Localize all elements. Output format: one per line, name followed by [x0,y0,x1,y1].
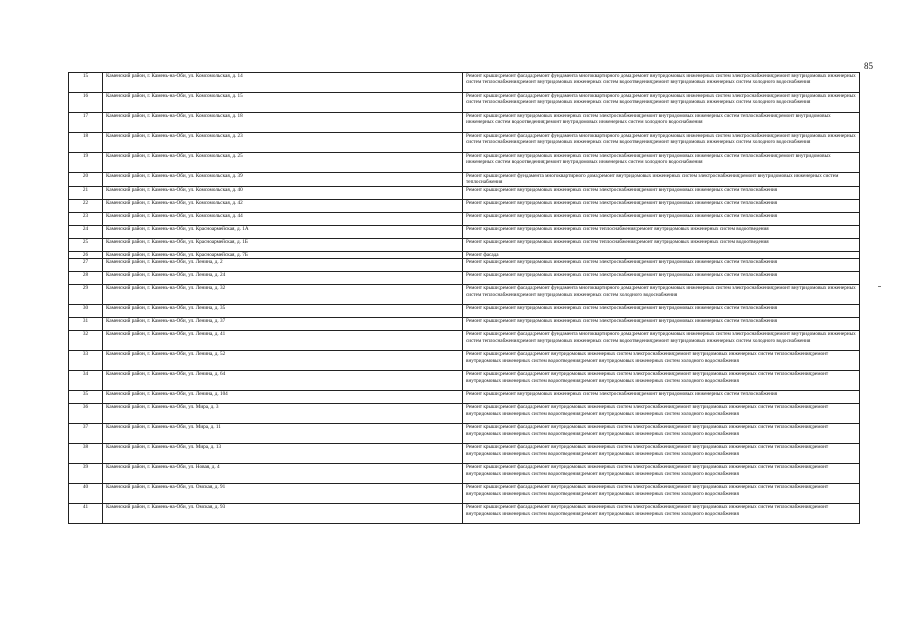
repair-works: Ремонт крыши;ремонт фундамента многоквартирного дома;ремонт внутридомовых инженерных систем электроснабжения;ремонт внутридомовых инженерных систем теплоснабжения [463,173,860,187]
table-row [69,93,860,113]
repair-works: Ремонт крыши;ремонт внутридомовых инженерных систем электроснабжения;ремонт внутридомовых инженерных систем теплоснабжения [463,212,860,225]
repair-works: Ремонт крыши;ремонт внутридомовых инженерных систем электроснабжения;ремонт внутридомовых инженерных систем теплоснабжения;ремонт внутридомовых инженерных систем водоотведения;ремонт внутридомовых инженерных систем холодного водоснабжения [463,113,860,133]
table-row [69,173,860,187]
repair-works: Ремонт крыши;ремонт фасада;ремонт внутридомовых инженерных систем электроснабжения;ремонт внутридомовых инженерных систем теплоснабжения;ремонт внутридомовых инженерных систем водоотведения;ремонт внутридомовых инженерных систем холодного водоснабжения [463,464,860,484]
row-number: 18 [69,133,103,153]
house-address: Каменский район, г. Камень-на-Оби, ул. Комсомольская, д. 40 [103,186,463,199]
table-row [69,259,860,272]
repair-works: Ремонт фасада [463,251,860,258]
table-row [69,238,860,251]
row-number: 24 [69,225,103,238]
row-number: 27 [69,259,103,272]
row-number: 38 [69,444,103,464]
row-number: 36 [69,404,103,424]
repair-works: Ремонт крыши;ремонт фасада;ремонт фундамента многоквартирного дома;ремонт внутридомовых инженерных систем электроснабжения;ремонт внутридомовых инженерных систем теплоснабжения;ремонт внутридомовых инженерных систем водоотведения;ремонт внутридомовых инженерных систем холодного водоснабжения [463,331,860,351]
repair-works: Ремонт крыши;ремонт фасада;ремонт фундамента многоквартирного дома;ремонт внутридомовых инженерных систем электроснабжения;ремонт внутридомовых инженерных систем теплоснабжения;ремонт внутридомовых инженерных систем водоотведения;ремонт внутридомовых инженерных систем холодного водоснабжения [463,93,860,113]
row-number: 39 [69,464,103,484]
house-address: Каменский район, г. Камень-на-Оби, ул. Ленина, д. 32 [103,285,463,305]
row-number: 32 [69,331,103,351]
house-address: Каменский район, г. Камень-на-Оби, ул. Комсомольская, д. 14 [103,73,463,93]
house-address: Каменский район, г. Камень-на-Оби, ул. Комсомольская, д. 44 [103,212,463,225]
row-number: 15 [69,73,103,93]
row-number: 17 [69,113,103,133]
repair-works: Ремонт крыши;ремонт внутридомовых инженерных систем электроснабжения;ремонт внутридомовых инженерных систем теплоснабжения [463,391,860,404]
table-row [69,464,860,484]
repair-works: Ремонт крыши;ремонт фасада;ремонт внутридомовых инженерных систем электроснабжения;ремонт внутридомовых инженерных систем теплоснабжения;ремонт внутридомовых инженерных систем водоотведения;ремонт внутридомовых инженерных систем холодного водоснабжения [463,371,860,391]
table-row [69,404,860,424]
table-row [69,113,860,133]
table-row [69,285,860,305]
house-address: Каменский район, г. Камень-на-Оби, ул. Мира, д. 3 [103,404,463,424]
repair-works: Ремонт крыши;ремонт внутридомовых инженерных систем электроснабжения;ремонт внутридомовых инженерных систем теплоснабжения [463,305,860,318]
house-address: Каменский район, г. Камень-на-Оби, ул. Ленина, д. 64 [103,371,463,391]
table-row [69,153,860,173]
house-address: Каменский район, г. Камень-на-Оби, ул. Красноармейская, д. 1А [103,225,463,238]
row-number: 20 [69,173,103,187]
row-number: 40 [69,484,103,504]
repair-works: Ремонт крыши;ремонт внутридомовых инженерных систем электроснабжения;ремонт внутридомовых инженерных систем теплоснабжения [463,272,860,285]
repair-works: Ремонт крыши;ремонт фасада;ремонт внутридомовых инженерных систем электроснабжения;ремонт внутридомовых инженерных систем теплоснабжения;ремонт внутридомовых инженерных систем водоотведения;ремонт внутридомовых инженерных систем холодного водоснабжения [463,504,860,524]
houses-table-body [69,73,860,524]
table-row [69,391,860,404]
row-number: 23 [69,212,103,225]
house-address: Каменский район, г. Камень-на-Оби, ул. Комсомольская, д. 18 [103,113,463,133]
house-address: Каменский район, г. Камень-на-Оби, ул. Ленина, д. 24 [103,272,463,285]
row-number: 25 [69,238,103,251]
row-number: 34 [69,371,103,391]
house-address: Каменский район, г. Камень-на-Оби, ул. Комсомольская, д. 25 [103,153,463,173]
repair-works: Ремонт крыши;ремонт фасада;ремонт фундамента многоквартирного дома;ремонт внутридомовых инженерных систем электроснабжения;ремонт внутридомовых инженерных систем теплоснабжения;ремонт внутридомовых инженерных систем водоотведения;ремонт внутридомовых инженерных систем холодного водоснабжения [463,133,860,153]
repair-works: Ремонт крыши;ремонт внутридомовых инженерных систем электроснабжения;ремонт внутридомовых инженерных систем теплоснабжения [463,199,860,212]
house-address: Каменский район, г. Камень-на-Оби, ул. Ленина, д. 2 [103,259,463,272]
table-row [69,444,860,464]
row-number: 30 [69,305,103,318]
repair-works: Ремонт крыши;ремонт внутридомовых инженерных систем электроснабжения;ремонт внутридомовых инженерных систем теплоснабжения;ремонт внутридомовых инженерных систем водоотведения;ремонт внутридомовых инженерных систем холодного водоснабжения [463,153,860,173]
house-address: Каменский район, г. Камень-на-Оби, ул. Мира, д. 11 [103,424,463,444]
house-address: Каменский район, г. Камень-на-Оби, ул. Омская, д. 91 [103,484,463,504]
repair-works: Ремонт крыши;ремонт фасада;ремонт фундамента многоквартирного дома;ремонт внутридомовых инженерных систем электроснабжения;ремонт внутридомовых инженерных систем теплоснабжения;ремонт внутридомовых инженерных систем водоотведения;ремонт внутридомовых инженерных систем холодного водоснабжения [463,73,860,93]
row-number: 16 [69,93,103,113]
table-row [69,251,860,258]
table-row [69,318,860,331]
repair-works: Ремонт крыши;ремонт фасада;ремонт фундамента многоквартирного дома;ремонт внутридомовых инженерных систем электроснабжения;ремонт внутридомовых инженерных систем теплоснабжения;ремонт внутридомовых инженерных систем холодного водоснабжения [463,285,860,305]
table-row [69,484,860,504]
repair-works: Ремонт крыши;ремонт внутридомовых инженерных систем теплоснабжения;ремонт внутридомовых инженерных систем водоотведения [463,225,860,238]
house-address: Каменский район, г. Камень-на-Оби, ул. Ленина, д. 104 [103,391,463,404]
house-address: Каменский район, г. Камень-на-Оби, ул. Ленина, д. 52 [103,351,463,371]
table-row [69,212,860,225]
house-address: Каменский район, г. Камень-на-Оби, ул. Омская, д. 93 [103,504,463,524]
row-number: 21 [69,186,103,199]
row-number: 31 [69,318,103,331]
page-number: 85 [864,61,873,71]
margin-mark [878,286,881,287]
repair-works: Ремонт крыши;ремонт внутридомовых инженерных систем электроснабжения;ремонт внутридомовых инженерных систем теплоснабжения [463,186,860,199]
house-address: Каменский район, г. Камень-на-Оби, ул. Комсомольская, д. 39 [103,173,463,187]
table-row [69,424,860,444]
repair-works: Ремонт крыши;ремонт фасада;ремонт внутридомовых инженерных систем электроснабжения;ремонт внутридомовых инженерных систем теплоснабжения;ремонт внутридомовых инженерных систем водоотведения;ремонт внутридомовых инженерных систем холодного водоснабжения [463,444,860,464]
table-row [69,133,860,153]
row-number: 28 [69,272,103,285]
repair-works: Ремонт крыши;ремонт фасада;ремонт внутридомовых инженерных систем электроснабжения;ремонт внутридомовых инженерных систем теплоснабжения;ремонт внутридомовых инженерных систем водоотведения;ремонт внутридомовых инженерных систем холодного водоснабжения [463,351,860,371]
row-number: 26 [69,251,103,258]
repair-works: Ремонт крыши;ремонт внутридомовых инженерных систем теплоснабжения;ремонт внутридомовых инженерных систем водоотведения [463,238,860,251]
house-address: Каменский район, г. Камень-на-Оби, ул. Ленина, д. 37 [103,318,463,331]
repair-works: Ремонт крыши;ремонт фасада;ремонт внутридомовых инженерных систем электроснабжения;ремонт внутридомовых инженерных систем теплоснабжения;ремонт внутридомовых инженерных систем водоотведения;ремонт внутридомовых инженерных систем холодного водоснабжения [463,484,860,504]
repair-works: Ремонт крыши;ремонт внутридомовых инженерных систем электроснабжения;ремонт внутридомовых инженерных систем теплоснабжения [463,259,860,272]
table-row [69,272,860,285]
house-address: Каменский район, г. Камень-на-Оби, ул. Комсомольская, д. 42 [103,199,463,212]
house-address: Каменский район, г. Камень-на-Оби, ул. Ленина, д. 41 [103,331,463,351]
table-row [69,504,860,524]
table-row [69,199,860,212]
table-row [69,186,860,199]
house-address: Каменский район, г. Камень-на-Оби, ул. Мира, д. 13 [103,444,463,464]
repair-works: Ремонт крыши;ремонт фасада;ремонт внутридомовых инженерных систем электроснабжения;ремонт внутридомовых инженерных систем теплоснабжения;ремонт внутридомовых инженерных систем водоотведения;ремонт внутридомовых инженерных систем холодного водоснабжения [463,424,860,444]
table-row [69,305,860,318]
row-number: 41 [69,504,103,524]
row-number: 35 [69,391,103,404]
repair-works: Ремонт крыши;ремонт фасада;ремонт внутридомовых инженерных систем электроснабжения;ремонт внутридомовых инженерных систем теплоснабжения;ремонт внутридомовых инженерных систем водоотведения;ремонт внутридомовых инженерных систем холодного водоснабжения [463,404,860,424]
house-address: Каменский район, г. Камень-на-Оби, ул. Красноармейская, д. 1Б [103,238,463,251]
row-number: 19 [69,153,103,173]
table-row [69,73,860,93]
table-row [69,225,860,238]
table-row [69,351,860,371]
house-address: Каменский район, г. Камень-на-Оби, ул. Новая, д. 4 [103,464,463,484]
row-number: 37 [69,424,103,444]
row-number: 29 [69,285,103,305]
house-address: Каменский район, г. Камень-на-Оби, ул. Красноармейская, д. 7Б [103,251,463,258]
house-address: Каменский район, г. Камень-на-Оби, ул. Комсомольская, д. 23 [103,133,463,153]
table-row [69,371,860,391]
house-address: Каменский район, г. Камень-на-Оби, ул. Ленина, д. 35 [103,305,463,318]
house-address: Каменский район, г. Камень-на-Оби, ул. Комсомольская, д. 15 [103,93,463,113]
table-row [69,331,860,351]
houses-table [68,72,860,524]
row-number: 33 [69,351,103,371]
repair-works: Ремонт крыши;ремонт внутридомовых инженерных систем электроснабжения;ремонт внутридомовых инженерных систем теплоснабжения [463,318,860,331]
row-number: 22 [69,199,103,212]
